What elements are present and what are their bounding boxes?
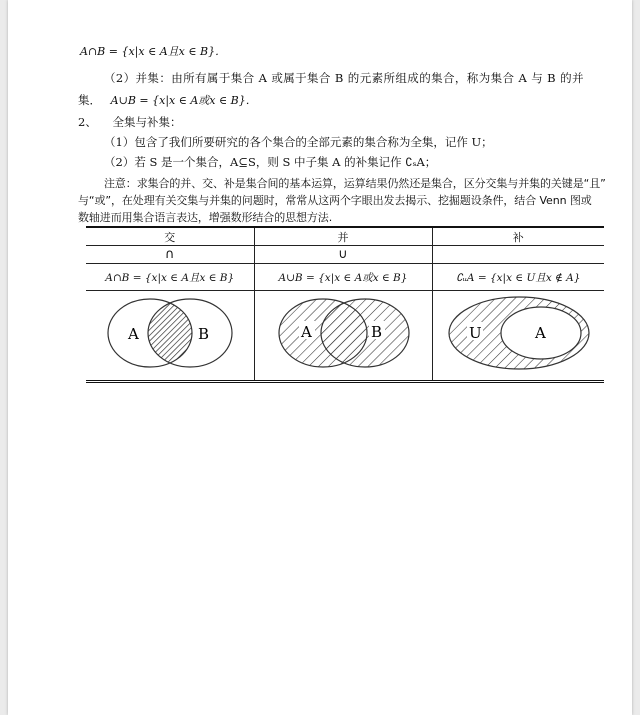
- header-complement: 补: [432, 227, 604, 246]
- table-header-row: [86, 227, 604, 246]
- note-line2: 与“或”，在处理有关交集与并集的问题时，常常从这两个字眼出发去揭示、挖掘题设条件，结合 Venn 图或: [78, 194, 592, 207]
- venn-complement-cell: [432, 291, 604, 382]
- formula-complement: ∁ᵤA = {x|x ∈ U且x ∉ A}: [432, 264, 604, 291]
- note-line1: 注意：求集合的并、交、补是集合间的基本运算，运算结果仍然还是集合，区分交集与并集的关键是“且”: [104, 177, 606, 190]
- section-number: 2、: [78, 115, 97, 129]
- symbol-complement: [432, 246, 604, 264]
- universe-definition: （1）包含了我们所要研究的各个集合的全部元素的集合称为全集，记作 U；: [104, 135, 493, 149]
- formula-intersection: A∩B = {x|x ∈ A且x ∈ B}: [86, 264, 254, 291]
- label-a: A: [128, 325, 139, 343]
- label-a: A: [534, 324, 546, 342]
- union-definition-prefix: 集．: [78, 93, 101, 107]
- symbol-intersection: ∩: [86, 246, 254, 264]
- header-union: 并: [254, 227, 432, 246]
- label-b: B: [198, 325, 210, 343]
- table-symbol-row: [86, 246, 604, 264]
- venn-union-diagram: [255, 291, 433, 377]
- venn-intersection-cell: [86, 291, 254, 382]
- union-definition-line2: [78, 92, 257, 109]
- header-intersection: 交: [86, 227, 254, 246]
- venn-intersection-diagram: [86, 291, 254, 377]
- formula-union: A∪B = {x|x ∈ A或x ∈ B}: [254, 264, 432, 291]
- set-operations-table: [86, 226, 604, 383]
- table-diagram-row: [86, 291, 604, 382]
- intersection-formula: A∩B = {x|x ∈ A且x ∈ B}．: [80, 45, 227, 58]
- label-b: B: [370, 323, 382, 341]
- complement-definition: （2）若 S 是一个集合，A⊆S，则 S 中子集 A 的补集记作 ∁ₛA；: [104, 155, 437, 169]
- label-u: U: [468, 324, 482, 342]
- venn-complement-diagram: [433, 291, 605, 377]
- section-title: 全集与补集：: [112, 115, 182, 129]
- label-a: A: [300, 323, 312, 341]
- section-2-heading: [78, 114, 181, 130]
- union-definition-line1: （2）并集：由所有属于集合 A 或属于集合 B 的元素所组成的集合，称为集合 A 与 B 的并: [104, 71, 584, 85]
- symbol-union: ∪: [254, 246, 432, 264]
- note-line3: 数轴进而用集合语言表达，增强数形结合的思想方法.: [78, 211, 333, 224]
- table-formula-row: [86, 264, 604, 291]
- venn-union-cell: [254, 291, 432, 382]
- union-formula: A∪B = {x|x ∈ A或x ∈ B}．: [110, 94, 257, 107]
- document-page: [8, 0, 632, 715]
